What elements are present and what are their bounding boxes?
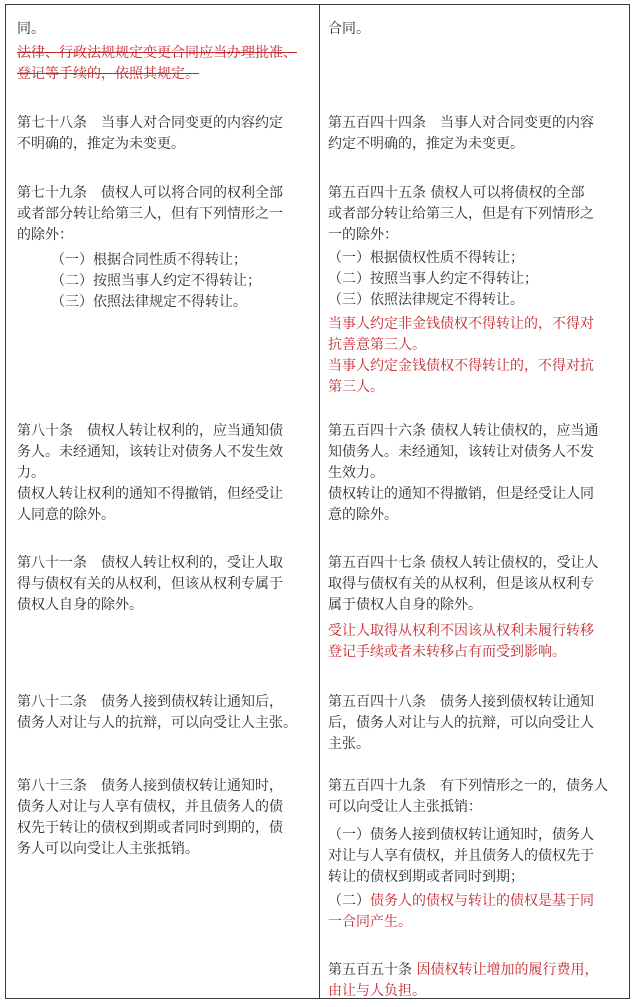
left-text-line: 第八十条 债权人转让权利的，应当通知债 bbox=[17, 423, 283, 439]
right-text-line: 对让与人享有债权，并且债务人的债权先于 bbox=[328, 848, 594, 864]
right-text-line: （一）债务人接到债权转让通知时，债务人 bbox=[328, 827, 594, 843]
right-paragraph bbox=[328, 248, 624, 311]
left-text-line: 的除外： bbox=[17, 227, 73, 243]
right-text-line: 第五百四十六条 债权人转让债权的，应当通 bbox=[328, 423, 599, 439]
right-text-line: 一的除外： bbox=[328, 227, 398, 243]
right-text-line: 主张。 bbox=[328, 736, 370, 752]
right-text-line: 意的除外。 bbox=[328, 507, 398, 523]
right-text-line: 合同。 bbox=[328, 21, 370, 37]
left-text-line: 或者部分转让给第三人，但有下列情形之一 bbox=[17, 206, 283, 222]
left-text-line: （一）根据合同性质不得转让； bbox=[51, 252, 247, 268]
right-text-line: 第五百四十四条 当事人对合同变更的内容 bbox=[328, 115, 594, 131]
left-paragraph bbox=[17, 113, 307, 155]
right-text-line: （二）按照当事人约定不得转让； bbox=[328, 271, 538, 287]
right-paragraph bbox=[328, 692, 624, 755]
right-text-line: 知债务人。未经通知，该转让对债务人不发 bbox=[328, 444, 594, 460]
old-law-column bbox=[17, 5, 307, 998]
right-text-line: 取得与债权有关的从权利，但是该从权利专 bbox=[328, 576, 594, 592]
left-text-line: 务人可以向受让人主张抵销。 bbox=[17, 841, 199, 857]
right-text-line: 约定不明确的，推定为未变更。 bbox=[328, 136, 524, 152]
right-text-line: （二）债务人的债权与转让的债权是基于同 bbox=[328, 893, 594, 909]
left-paragraph bbox=[17, 692, 307, 734]
left-paragraph bbox=[17, 421, 307, 526]
left-text-line: 务人。未经通知，该转让对债务人不发生效 bbox=[17, 444, 283, 460]
right-paragraph bbox=[328, 553, 624, 616]
right-text-line: 第五百五十条 因债权转让增加的履行费用， bbox=[328, 962, 599, 978]
left-paragraph bbox=[17, 553, 307, 616]
left-text-line: 第八十一条 债权人转让权利的，受让人取 bbox=[17, 555, 283, 571]
right-text-line: 抗善意第三人。 bbox=[328, 337, 426, 353]
right-text-line: 生效力。 bbox=[328, 465, 384, 481]
left-text-line: 第八十三条 债务人接到债权转让通知时， bbox=[17, 778, 283, 794]
right-paragraph bbox=[328, 776, 624, 818]
left-text-line: 债权人转让权利的通知不得撤销，但经受让 bbox=[17, 486, 283, 502]
right-text-line: （三）依照法律规定不得转让。 bbox=[328, 292, 524, 308]
right-text-line: 登记手续或者未转移占有而受到影响。 bbox=[328, 644, 566, 660]
left-text-line: 第八十二条 债务人接到债权转让通知后， bbox=[17, 694, 283, 710]
left-text-line: 债权人自身的除外。 bbox=[17, 597, 143, 613]
left-text-line: 债务人对让与人享有债权，并且债务人的债 bbox=[17, 799, 283, 815]
right-paragraph bbox=[328, 621, 624, 663]
left-text-line: （二）按照当事人约定不得转让； bbox=[51, 273, 261, 289]
right-text-line: （一）根据债权性质不得转让； bbox=[328, 250, 524, 266]
right-paragraph bbox=[328, 825, 624, 888]
left-paragraph bbox=[17, 19, 307, 40]
left-text-line: 债务人对让与人的抗辩，可以向受让人主张。 bbox=[17, 715, 297, 731]
left-text-line: 不明确的，推定为未变更。 bbox=[17, 136, 185, 152]
right-text-line: 由让与人负担。 bbox=[328, 983, 426, 999]
right-text-line: 第五百四十九条 有下列情形之一的，债务人 bbox=[328, 778, 608, 794]
right-text-line: 当事人约定金钱债权不得转让的，不得对抗 bbox=[328, 358, 594, 374]
right-text-line: 第三人。 bbox=[328, 379, 384, 395]
left-text-line: 同。 bbox=[17, 21, 45, 37]
left-paragraph bbox=[17, 183, 307, 246]
right-text-line: 属于债权人自身的除外。 bbox=[328, 597, 482, 613]
right-text-line: 或者部分转让给第三人，但是有下列情形之 bbox=[328, 206, 594, 222]
right-paragraph bbox=[328, 183, 624, 246]
left-paragraph bbox=[17, 250, 307, 313]
right-text-line: 第五百四十八条 债务人接到债权转让通知 bbox=[328, 694, 594, 710]
right-text-line: 受让人取得从权利不因该从权利未履行转移 bbox=[328, 623, 594, 639]
right-paragraph bbox=[328, 960, 624, 1002]
right-paragraph bbox=[328, 314, 624, 398]
left-text-line: 第七十九条 债权人可以将合同的权利全部 bbox=[17, 185, 283, 201]
right-text-line: 第五百四十五条 债权人可以将债权的全部 bbox=[328, 185, 585, 201]
new-law-column bbox=[328, 5, 624, 998]
right-paragraph bbox=[328, 891, 624, 933]
right-paragraph bbox=[328, 113, 624, 155]
left-text-line: 得与债权有关的从权利，但该从权利专属于 bbox=[17, 576, 283, 592]
left-text-line: 法律、行政法规规定变更合同应当办理批准、 bbox=[17, 45, 297, 61]
right-text-line: 一合同产生。 bbox=[328, 914, 412, 930]
left-text-line: 第七十八条 当事人对合同变更的内容约定 bbox=[17, 115, 283, 131]
column-divider bbox=[319, 5, 320, 998]
left-text-line: 登记等手续的，依照其规定。 bbox=[17, 66, 199, 82]
right-paragraph bbox=[328, 19, 624, 40]
right-text-line: 转让的债权到期或者同时到期； bbox=[328, 869, 524, 885]
left-text-line: 权先于转让的债权到期或者同时到期的，债 bbox=[17, 820, 283, 836]
right-text-line: 后，债务人对让与人的抗辩，可以向受让人 bbox=[328, 715, 594, 731]
right-text-line: 债权转让的通知不得撤销，但是经受让人同 bbox=[328, 486, 594, 502]
left-text-line: （三）依照法律规定不得转让。 bbox=[51, 294, 247, 310]
left-paragraph bbox=[17, 43, 307, 85]
right-paragraph bbox=[328, 421, 624, 526]
comparison-table bbox=[5, 4, 630, 999]
right-text-line: 第五百四十七条 债权人转让债权的，受让人 bbox=[328, 555, 599, 571]
left-text-line: 人同意的除外。 bbox=[17, 507, 115, 523]
left-text-line: 力。 bbox=[17, 465, 45, 481]
left-paragraph bbox=[17, 776, 307, 860]
right-text-line: 可以向受让人主张抵销： bbox=[328, 799, 482, 815]
right-text-line: 当事人约定非金钱债权不得转让的，不得对 bbox=[328, 316, 594, 332]
